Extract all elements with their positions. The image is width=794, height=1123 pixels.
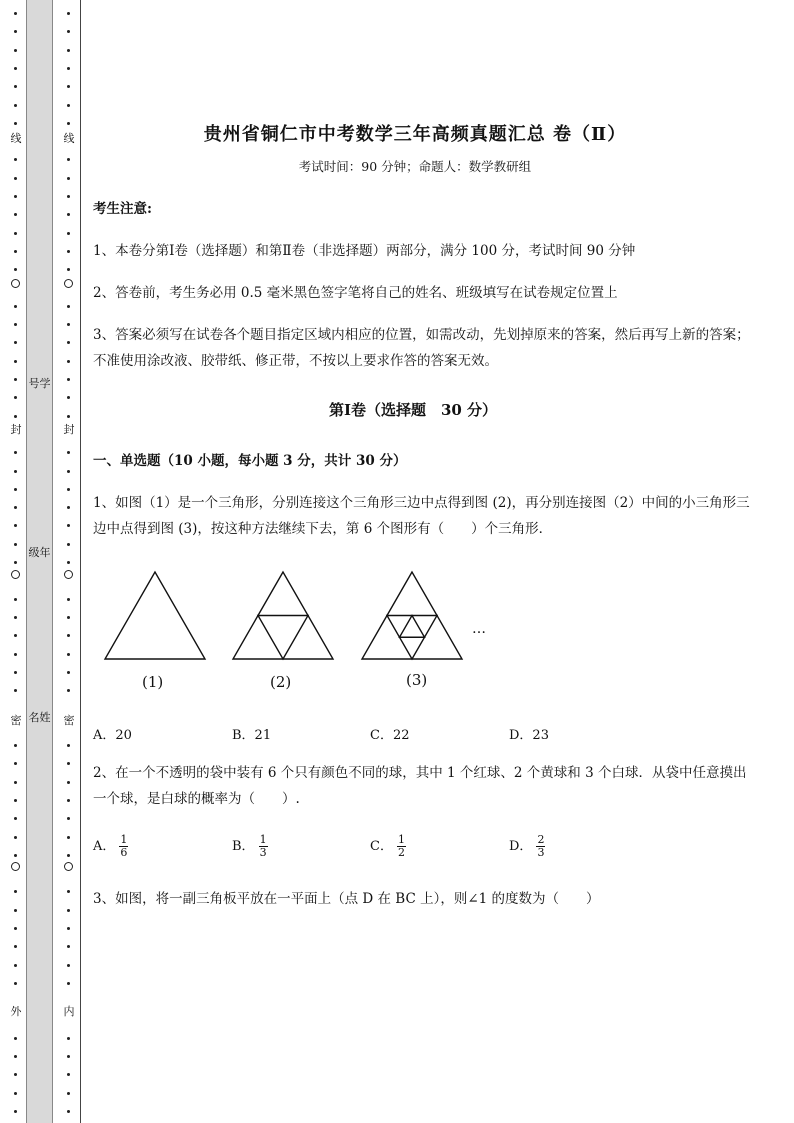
dot <box>14 524 17 527</box>
dot <box>67 378 70 381</box>
inner-triangle <box>258 616 308 660</box>
option-c[interactable] <box>370 834 406 859</box>
dot <box>67 909 70 912</box>
dot <box>14 323 17 326</box>
dot <box>67 653 70 656</box>
dot <box>67 250 70 253</box>
dot <box>67 561 70 564</box>
dot <box>67 213 70 216</box>
dot <box>14 177 17 180</box>
option-label: C． <box>370 839 393 854</box>
numerator: 1 <box>120 833 128 846</box>
margin-border-line <box>80 0 81 1123</box>
section-title: 第Ⅰ卷（选择题 30 分） <box>328 401 498 419</box>
dot <box>14 671 17 674</box>
dot <box>67 799 70 802</box>
inner-dotted-line <box>62 0 76 1123</box>
option-d[interactable] <box>509 834 545 859</box>
dot <box>14 817 17 820</box>
dot <box>14 506 17 509</box>
notice-item: 2、答卷前，考生务必用 0.5 毫米黑色签字笔将自己的姓名、班级填写在试卷规定位置上 <box>93 285 618 301</box>
outer-mark-outside: 外 <box>10 1005 22 1018</box>
dot <box>67 268 70 271</box>
binding-margin <box>0 0 82 1123</box>
inner-mark-secret: 密 <box>63 714 75 727</box>
dot <box>14 927 17 930</box>
option-label: A． <box>93 839 116 854</box>
dot <box>67 323 70 326</box>
fraction <box>536 834 545 859</box>
figure-label-1: (1) <box>142 673 164 691</box>
dot <box>14 122 17 125</box>
dot <box>14 415 17 418</box>
option-label: D． <box>509 839 533 854</box>
field-name: 名姓 <box>28 711 51 724</box>
dot <box>14 1073 17 1076</box>
dot <box>14 561 17 564</box>
dot <box>67 30 70 33</box>
dot <box>67 158 70 161</box>
outer-dotted-line <box>9 0 23 1123</box>
dot <box>14 543 17 546</box>
dot <box>67 341 70 344</box>
fraction <box>119 834 128 859</box>
dot <box>67 890 70 893</box>
dot <box>14 653 17 656</box>
dot <box>14 232 17 235</box>
notice-heading: 考生注意: <box>93 201 152 217</box>
dot <box>67 543 70 546</box>
dot <box>67 12 70 15</box>
dot <box>14 598 17 601</box>
dot <box>14 836 17 839</box>
notice-item: 1、本卷分第Ⅰ卷（选择题）和第Ⅱ卷（非选择题）两部分，满分 100 分，考试时间 90 分钟 <box>93 243 636 259</box>
triangle-figure-2 <box>233 572 334 660</box>
inner-mark-inside: 内 <box>63 1005 75 1018</box>
dot <box>67 104 70 107</box>
dot <box>67 598 70 601</box>
dot <box>14 67 17 70</box>
dot <box>14 30 17 33</box>
dot <box>67 1037 70 1040</box>
numerator: 1 <box>259 833 267 846</box>
figure-ellipsis: … <box>472 621 486 637</box>
circle-mark <box>11 862 20 871</box>
dot <box>14 982 17 985</box>
dot <box>14 964 17 967</box>
fraction <box>259 834 268 859</box>
dot <box>67 85 70 88</box>
denominator: 3 <box>537 846 545 859</box>
dot <box>14 360 17 363</box>
outer-mark-seal: 封 <box>10 423 22 436</box>
dot <box>67 488 70 491</box>
figure-label-3: (3) <box>406 671 428 689</box>
dot <box>67 506 70 509</box>
page-title: 贵州省铜仁市中考数学三年高频真题汇总 卷（Ⅱ） <box>203 124 627 145</box>
dot <box>14 488 17 491</box>
dot <box>14 85 17 88</box>
question-2-text: 2、在一个不透明的袋中装有 6 个只有颜色不同的球，其中 1 个红球、2 个黄球和 3 个白球．从袋中任意摸出一个球，是白球的概率为（ ）. <box>93 765 747 807</box>
dot <box>14 909 17 912</box>
dot <box>14 1110 17 1113</box>
dot <box>67 470 70 473</box>
dot <box>67 689 70 692</box>
dot <box>14 195 17 198</box>
dot <box>14 158 17 161</box>
dot <box>14 378 17 381</box>
dot <box>14 451 17 454</box>
dot <box>67 1055 70 1058</box>
circle-mark <box>64 862 73 871</box>
dot <box>67 1073 70 1076</box>
dot <box>67 67 70 70</box>
dot <box>67 616 70 619</box>
dot <box>67 762 70 765</box>
dot <box>14 1037 17 1040</box>
dot <box>67 836 70 839</box>
figure-label-2: (2) <box>270 673 292 691</box>
dot <box>14 634 17 637</box>
dot <box>14 470 17 473</box>
field-student-id: 号学 <box>28 377 51 390</box>
dot <box>14 268 17 271</box>
dot <box>67 396 70 399</box>
dot <box>67 927 70 930</box>
dot <box>67 232 70 235</box>
dot <box>14 799 17 802</box>
dot <box>67 451 70 454</box>
question-3-text: 3、如图，将一副三角板平放在一平面上（点 D 在 BC 上），则∠1 的度数为（ ） <box>93 891 600 907</box>
outer-mark-secret: 密 <box>10 714 22 727</box>
denominator: 6 <box>120 846 128 859</box>
option-b[interactable] <box>232 834 268 859</box>
circle-mark <box>64 279 73 288</box>
inner-mark-seal: 封 <box>63 423 75 436</box>
option-a[interactable] <box>93 834 128 859</box>
info-band <box>26 0 53 1123</box>
dot <box>14 341 17 344</box>
dot <box>67 744 70 747</box>
outer-mark-line: 线 <box>10 132 22 145</box>
dot <box>67 964 70 967</box>
dot <box>67 854 70 857</box>
inner-mark-line: 线 <box>63 132 75 145</box>
dot <box>14 854 17 857</box>
dot <box>14 396 17 399</box>
fraction <box>397 834 406 859</box>
dot <box>67 195 70 198</box>
dot <box>67 1092 70 1095</box>
circle-mark <box>11 570 20 579</box>
dot <box>67 122 70 125</box>
dot <box>14 49 17 52</box>
dot <box>14 250 17 253</box>
exam-info: 考试时间：90 分钟；命题人：数学教研组 <box>298 159 532 174</box>
option-a[interactable]: A．20 <box>93 728 132 743</box>
dot <box>14 945 17 948</box>
circle-mark <box>64 570 73 579</box>
dot <box>67 177 70 180</box>
dot <box>14 213 17 216</box>
dot <box>14 616 17 619</box>
option-d[interactable]: D．23 <box>509 728 549 743</box>
part-heading: 一、单选题（10 小题，每小题 3 分，共计 30 分） <box>93 453 407 469</box>
option-c[interactable]: C．22 <box>370 728 410 743</box>
dot <box>14 305 17 308</box>
denominator: 2 <box>397 846 405 859</box>
triangle-figure-1 <box>105 572 206 660</box>
dot <box>67 945 70 948</box>
dot <box>67 817 70 820</box>
dot <box>14 744 17 747</box>
innermost-triangle <box>400 616 425 638</box>
dot <box>67 415 70 418</box>
dot <box>67 305 70 308</box>
denominator: 3 <box>259 846 267 859</box>
dot <box>67 634 70 637</box>
dot <box>67 524 70 527</box>
option-label: B． <box>232 839 255 854</box>
dot <box>14 762 17 765</box>
notice-item: 3、答案必须写在试卷各个题目指定区域内相应的位置，如需改动，先划掉原来的答案，然后再写上新的答案；不准使用涂改液、胶带纸、修正带，不按以上要求作答的答案无效。 <box>93 327 750 369</box>
dot <box>14 781 17 784</box>
numerator: 2 <box>537 833 545 846</box>
triangle-figure-3 <box>362 572 463 660</box>
circle-mark <box>11 279 20 288</box>
numerator: 1 <box>397 833 405 846</box>
dot <box>14 1055 17 1058</box>
dot <box>14 890 17 893</box>
dot <box>67 360 70 363</box>
question-1-text: 1、如图（1）是一个三角形，分别连接这个三角形三边中点得到图 (2)，再分别连接图（2）中间的小三角形三边中点得到图 (3)，按这种方法继续下去，第 6 个图形有（ ）个三角形． <box>93 495 750 537</box>
dot <box>67 1110 70 1113</box>
dot <box>67 671 70 674</box>
dot <box>67 982 70 985</box>
dot <box>14 12 17 15</box>
triangle-outline <box>105 572 205 659</box>
field-grade: 级年 <box>28 546 51 559</box>
dot <box>14 689 17 692</box>
dot <box>67 781 70 784</box>
dot <box>67 49 70 52</box>
dot <box>14 104 17 107</box>
dot <box>14 1092 17 1095</box>
option-b[interactable]: B．21 <box>232 728 272 743</box>
